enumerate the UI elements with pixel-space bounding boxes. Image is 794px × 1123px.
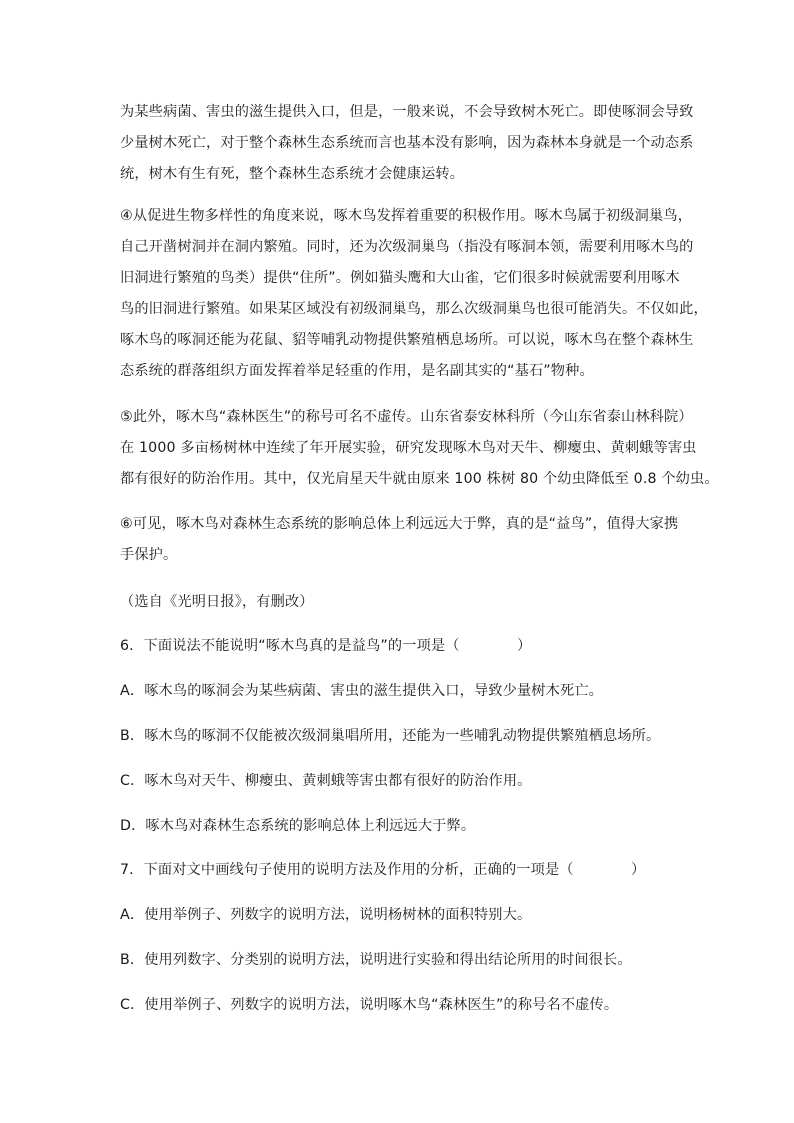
option-text: D．啄木鸟对森林生态系统的影响总体上利远远大于弊。 bbox=[120, 818, 476, 834]
question-7-stem bbox=[120, 855, 682, 886]
option-text: C．使用举例子、列数字的说明方法，说明啄木鸟“森林医生”的称号名不虚传。 bbox=[120, 997, 619, 1013]
text-line: 手保护。 bbox=[120, 547, 178, 563]
text-line: 在 1000 多亩杨树林中连续了年开展实验，研究发现啄木鸟对天牛、柳瘿虫、黄刺蛾等害虫 bbox=[120, 440, 697, 456]
text-line: 少量树木死亡，对于整个森林生态系统而言也基本没有影响，因为森林本身就是一个动态系 bbox=[120, 135, 694, 151]
text-line: 啄木鸟的啄洞还能为花鼠、貂等哺乳动物提供繁殖栖息场所。可以说，啄木鸟在整个森林生 bbox=[120, 332, 694, 348]
option-text: A．啄木鸟的啄洞会为某些病菌、害虫的滋生提供入口，导致少量树木死亡。 bbox=[120, 683, 603, 699]
text-line: 自己开凿树洞并在洞内繁殖。同时，还为次级洞巢鸟（指没有啄洞本领，需要利用啄木鸟的 bbox=[120, 239, 694, 255]
option-text: A．使用举例子、列数字的说明方法，说明杨树林的面积特别大。 bbox=[120, 907, 532, 923]
text-line: ⑤此外，啄木鸟“森林医生”的称号可名不虚传。山东省泰安林科所（今山东省泰山林科院） bbox=[120, 409, 693, 425]
question-6-option-b bbox=[120, 721, 682, 752]
question-6-option-d bbox=[120, 811, 682, 842]
text-line: 旧洞进行繁殖的鸟类）提供“住所”。例如猫头鹰和大山雀，它们很多时候就需要利用啄木 bbox=[120, 270, 680, 286]
question-stem: 6．下面说法不能说明“啄木鸟真的是益鸟”的一项是（ ） bbox=[120, 638, 532, 654]
paragraph-3-continued bbox=[120, 97, 694, 190]
paragraph-4 bbox=[120, 201, 708, 387]
text-line: 鸟的旧洞进行繁殖。如果某区域没有初级洞巢鸟，那么次级洞巢鸟也很可能消失。不仅如此， bbox=[120, 301, 708, 317]
text-line: 态系统的群落组织方面发挥着举足轻重的作用，是名副其实的“基石”物种。 bbox=[120, 363, 594, 379]
question-stem: 7．下面对文中画线句子使用的说明方法及作用的分析，正确的一项是（ ） bbox=[120, 862, 646, 878]
option-text: B．啄木鸟的啄洞不仅能被次级洞巢唱所用，还能为一些哺乳动物提供繁殖栖息场所。 bbox=[120, 728, 661, 744]
text-line: ⑥可见，啄木鸟对森林生态系统的影响总体上利远远大于弊，真的是“益鸟”，值得大家携 bbox=[120, 516, 679, 532]
question-7-option-a bbox=[120, 900, 682, 931]
question-7-option-b bbox=[120, 945, 682, 976]
text-line: ④从促进生物多样性的角度来说，啄木鸟发挥着重要的积极作用。啄木鸟属于初级洞巢鸟， bbox=[120, 208, 693, 224]
option-text: B．使用列数字、分类别的说明方法，说明进行实验和得出结论所用的时间很长。 bbox=[120, 952, 632, 968]
question-6-stem bbox=[120, 631, 682, 662]
text-line: 都有很好的防治作用。其中，仅光肩星天牛就由原来 100 株树 80 个幼虫降低至 0.8 个幼虫。 bbox=[120, 471, 719, 487]
source-text: （选自《光明日报》，有删改） bbox=[120, 594, 314, 610]
question-6-option-a bbox=[120, 676, 682, 707]
option-text: C．啄木鸟对天牛、柳瘿虫、黄刺蛾等害虫都有很好的防治作用。 bbox=[120, 773, 532, 789]
paragraph-5 bbox=[120, 402, 719, 495]
text-line: 为某些病菌、害虫的滋生提供入口，但是，一般来说，不会导致树木死亡。即使啄洞会导致 bbox=[120, 104, 694, 120]
source-citation bbox=[120, 587, 682, 618]
question-7-option-c bbox=[120, 990, 682, 1021]
question-6-option-c bbox=[120, 766, 682, 797]
paragraph-6 bbox=[120, 509, 682, 571]
text-line: 统，树木有生有死，整个森林生态系统才会健康运转。 bbox=[120, 166, 465, 182]
